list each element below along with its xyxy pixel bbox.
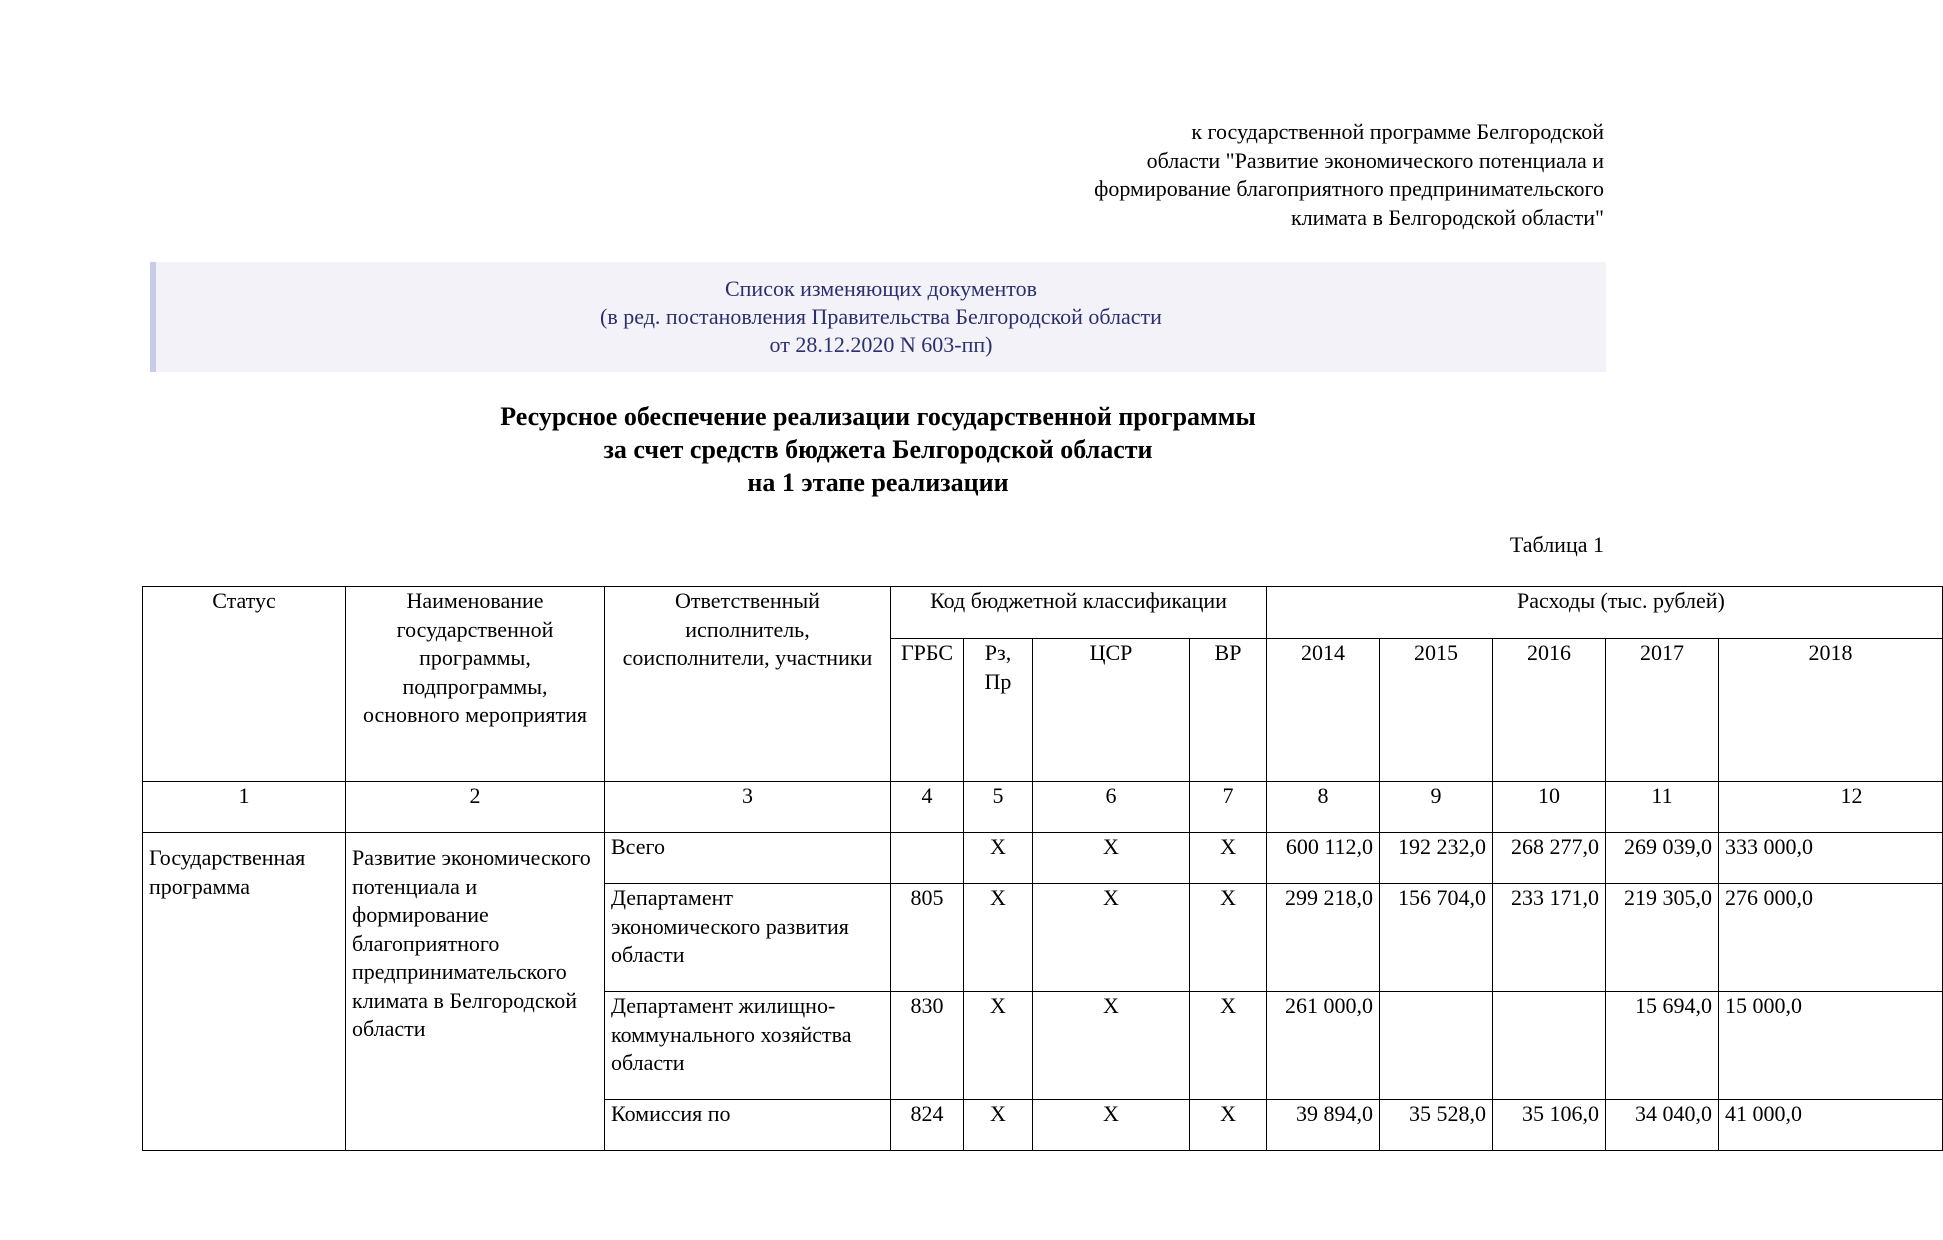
column-index: 5 bbox=[964, 782, 1033, 833]
header-expenses: Расходы (тыс. рублей) bbox=[1267, 587, 1943, 639]
column-index: 10 bbox=[1493, 782, 1606, 833]
column-index: 9 bbox=[1380, 782, 1493, 833]
column-index: 8 bbox=[1267, 782, 1380, 833]
changes-edition: (в ред. постановления Правительства Белгородской области bbox=[600, 304, 1162, 329]
value-cell: 156 704,0 bbox=[1380, 884, 1493, 992]
header-status: Статус bbox=[143, 587, 346, 782]
grbs-cell: 805 bbox=[891, 884, 964, 992]
column-index: 2 bbox=[346, 782, 605, 833]
csr-cell: Х bbox=[1033, 884, 1190, 992]
value-cell: 41 000,0 bbox=[1719, 1100, 1943, 1151]
value-cell: 39 894,0 bbox=[1267, 1100, 1380, 1151]
executor-cell: Департамент жилищно-коммунального хозяйства области bbox=[605, 992, 891, 1100]
value-cell: 600 112,0 bbox=[1267, 833, 1380, 884]
header-line: климата в Белгородской области" bbox=[1291, 204, 1604, 230]
value-cell: 276 000,0 bbox=[1719, 884, 1943, 992]
resource-table bbox=[142, 586, 1943, 1151]
csr-cell: Х bbox=[1033, 833, 1190, 884]
value-cell: 15 000,0 bbox=[1719, 992, 1943, 1100]
value-cell: 268 277,0 bbox=[1493, 833, 1606, 884]
column-index: 11 bbox=[1606, 782, 1719, 833]
executor-cell: Комиссия по bbox=[605, 1100, 891, 1151]
rzpr-cell: Х bbox=[964, 992, 1033, 1100]
header-budget-code: Код бюджетной классификации bbox=[891, 587, 1267, 639]
rzpr-cell: Х bbox=[964, 884, 1033, 992]
column-index: 1 bbox=[143, 782, 346, 833]
value-cell: 15 694,0 bbox=[1606, 992, 1719, 1100]
rzpr-cell: Х bbox=[964, 1100, 1033, 1151]
vr-cell: Х bbox=[1190, 884, 1267, 992]
column-index: 6 bbox=[1033, 782, 1190, 833]
changes-box bbox=[150, 262, 1606, 372]
grbs-cell: 830 bbox=[891, 992, 964, 1100]
title-line: на 1 этапе реализации bbox=[747, 468, 1009, 497]
header-vr: ВР bbox=[1190, 639, 1267, 782]
rzpr-cell: Х bbox=[964, 833, 1033, 884]
value-cell: 333 000,0 bbox=[1719, 833, 1943, 884]
value-cell: 35 106,0 bbox=[1493, 1100, 1606, 1151]
header-year: 2018 bbox=[1719, 639, 1943, 782]
header-grbs: ГРБС bbox=[891, 639, 964, 782]
changes-title: Список изменяющих документов bbox=[724, 276, 1037, 301]
header-year: 2016 bbox=[1493, 639, 1606, 782]
column-index: 3 bbox=[605, 782, 891, 833]
value-cell: 233 171,0 bbox=[1493, 884, 1606, 992]
header-line: к государственной программе Белгородской bbox=[1191, 119, 1604, 144]
header-year: 2017 bbox=[1606, 639, 1719, 782]
value-cell: 269 039,0 bbox=[1606, 833, 1719, 884]
vr-cell: Х bbox=[1190, 1100, 1267, 1151]
table-label: Таблица 1 bbox=[1509, 532, 1604, 557]
header-name: Наименование государственной программы, подпрограммы, основного мероприятия bbox=[346, 587, 605, 782]
status-cell: Государственная программа bbox=[143, 833, 346, 1151]
header-executor: Ответственный исполнитель, соисполнители, участники bbox=[605, 587, 891, 782]
value-cell: 219 305,0 bbox=[1606, 884, 1719, 992]
program-name-cell: Развитие экономического потенциала и формирование благоприятного предпринимательского климата в Белгородской области bbox=[346, 833, 605, 1151]
table-viewport bbox=[142, 586, 1863, 1156]
header-line: формирование благоприятного предпринимательского bbox=[1094, 176, 1604, 201]
value-cell bbox=[1493, 992, 1606, 1100]
value-cell bbox=[1380, 992, 1493, 1100]
value-cell: 35 528,0 bbox=[1380, 1100, 1493, 1151]
executor-cell: Департамент экономического развития области bbox=[605, 884, 891, 992]
value-cell: 261 000,0 bbox=[1267, 992, 1380, 1100]
column-index: 4 bbox=[891, 782, 964, 833]
appendix-header bbox=[884, 118, 1604, 232]
column-index: 7 bbox=[1190, 782, 1267, 833]
document-title bbox=[150, 400, 1606, 499]
value-cell: 299 218,0 bbox=[1267, 884, 1380, 992]
header-line: области "Развитие экономического потенциала и bbox=[1146, 147, 1604, 173]
title-line: Ресурсное обеспечение реализации государственной программы bbox=[500, 402, 1256, 431]
title-line: за счет средств бюджета Белгородской области bbox=[603, 435, 1153, 464]
grbs-cell bbox=[891, 833, 964, 884]
vr-cell: Х bbox=[1190, 992, 1267, 1100]
header-rzpr: Рз, Пр bbox=[964, 639, 1033, 782]
grbs-cell: 824 bbox=[891, 1100, 964, 1151]
value-cell: 192 232,0 bbox=[1380, 833, 1493, 884]
header-year: 2015 bbox=[1380, 639, 1493, 782]
header-year: 2014 bbox=[1267, 639, 1380, 782]
changes-date: от 28.12.2020 N 603-пп) bbox=[769, 332, 993, 357]
executor-cell: Всего bbox=[605, 833, 891, 884]
value-cell: 34 040,0 bbox=[1606, 1100, 1719, 1151]
column-index: 12 bbox=[1719, 782, 1943, 833]
csr-cell: Х bbox=[1033, 1100, 1190, 1151]
header-csr: ЦСР bbox=[1033, 639, 1190, 782]
vr-cell: Х bbox=[1190, 833, 1267, 884]
csr-cell: Х bbox=[1033, 992, 1190, 1100]
